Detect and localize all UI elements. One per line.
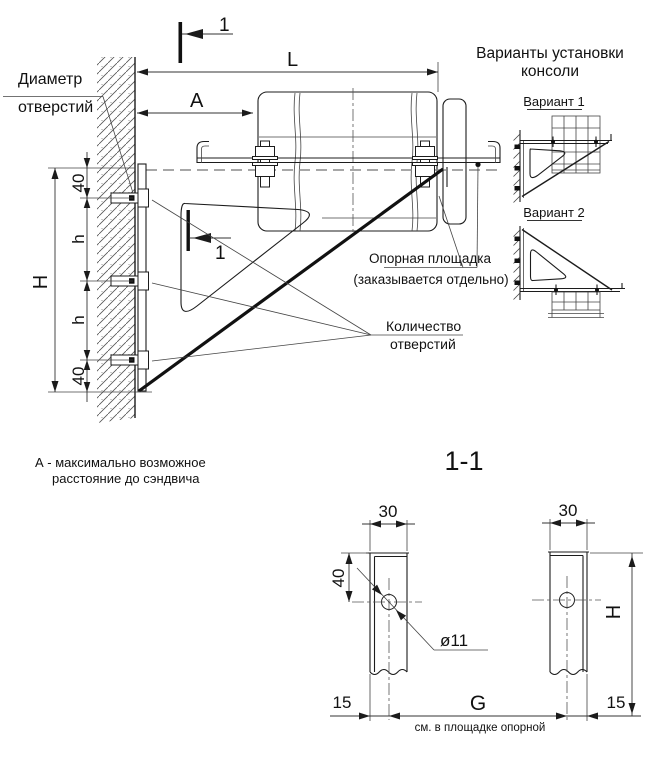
support-platform-line1: Опорная площадка: [369, 251, 491, 266]
dim-H-label: H: [30, 274, 52, 290]
label-hole-dia-11: [357, 568, 488, 650]
dim-30-right: [542, 501, 595, 550]
section-number: 1: [215, 243, 226, 264]
platform-left-flange: [197, 142, 209, 164]
plate-right: [532, 552, 601, 720]
dim-40-section: [329, 553, 368, 602]
section-number: 1: [219, 15, 230, 36]
dim-15-left-label: 15: [332, 693, 352, 712]
pipe-socket: [443, 99, 466, 224]
section-view-title: 1-1: [444, 446, 484, 476]
dim-30-left: [362, 502, 415, 551]
main-view: [3, 15, 509, 486]
dim-h-upper-label: h: [69, 234, 88, 244]
hole-diameter-line2: отверстий: [18, 99, 94, 116]
support-platform: [197, 142, 500, 168]
wall-hatch: [97, 57, 135, 423]
variant-2-label: Вариант 2: [523, 205, 585, 220]
dim-40-top-label: 40: [69, 173, 88, 193]
dim-A-label: A: [190, 90, 204, 112]
dim-bottom: [330, 674, 641, 734]
dim-L-label: L: [287, 49, 299, 71]
variants-title-line2: консоли: [520, 63, 580, 80]
holes-count-line2: отверстий: [390, 336, 456, 352]
dim-A: [137, 90, 253, 117]
variants-title-line1: Варианты установки: [476, 45, 624, 62]
platform-right-flange-inner: [488, 146, 496, 163]
section-cut-bar: [179, 22, 183, 63]
hole-dia-label: ø11: [440, 631, 469, 650]
dim-30-label: 30: [378, 502, 398, 521]
break-line: [550, 670, 587, 675]
bottom-note: см. в площадке опорной: [414, 722, 546, 734]
dim-40-label: 40: [329, 568, 348, 588]
dim-40-bottom-label: 40: [69, 366, 88, 386]
note-A: [35, 455, 206, 486]
dim-15-right-label: 15: [606, 693, 626, 712]
support-platform-line2: (заказывается отдельно): [353, 272, 509, 287]
section-cut-bar: [187, 210, 190, 251]
dim-h-lower-label: h: [69, 315, 88, 325]
plate-left: [352, 553, 422, 720]
dim-H-right: [590, 553, 643, 716]
section-cut-marker-top: [179, 15, 234, 63]
dim-G-label: G: [469, 692, 487, 715]
note-A-line1: А - максимально возможное: [35, 455, 206, 470]
break-line: [370, 670, 407, 675]
note-A-line2: расстояние до сэндвича: [52, 471, 200, 486]
section-cut-marker-inner: [187, 210, 232, 264]
dim-L: [137, 49, 438, 92]
variant-1-figure: [514, 94, 613, 203]
wall-section: [97, 57, 135, 423]
dim-30-label: 30: [558, 501, 578, 520]
hole-diameter-line1: Диаметр: [18, 71, 83, 88]
label-support-platform: [353, 166, 508, 287]
variant-2-brace: [522, 230, 612, 291]
section-arrow-icon: [185, 29, 203, 39]
variant-2-figure: [514, 205, 626, 318]
section-view-1-1: [329, 446, 643, 734]
platform-left-flange-inner: [202, 146, 210, 163]
dim-H-label: H: [603, 604, 625, 620]
holes-count-line1: Количество: [386, 318, 462, 334]
pipe-body: [258, 92, 437, 231]
variant-1-label: Вариант 1: [523, 94, 585, 109]
platform-bolt-1: [253, 141, 278, 187]
platform-right-flange: [488, 142, 500, 164]
